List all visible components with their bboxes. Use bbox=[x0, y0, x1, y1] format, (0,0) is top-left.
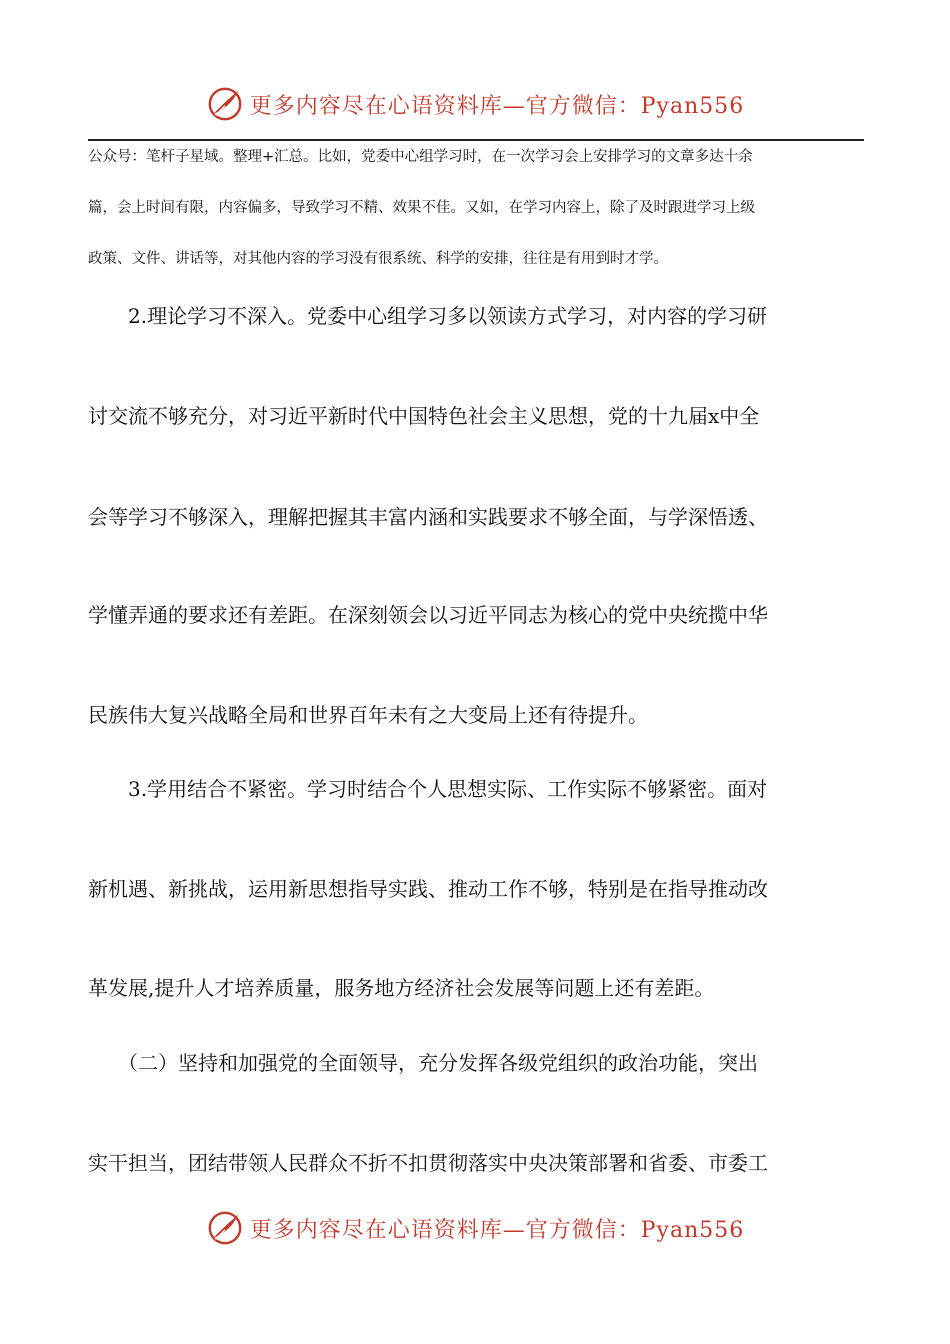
lead-line-1: 公众号：笔杆子星域。整理+汇总。比如，党委中心组学习时，在一次学习会上安排学习的文章多达十余 bbox=[88, 149, 753, 165]
body-line-7: 新机遇、新挑战，运用新思想指导实践、推动工作不够，特别是在指导推动改 bbox=[88, 877, 768, 901]
lead-line-3: 政策、文件、讲话等，对其他内容的学习没有很系统、科学的安排，往往是有用到时才学。 bbox=[88, 251, 668, 267]
body-line-2: 讨交流不够充分，对习近平新时代中国特色社会主义思想，党的十九届x中全 bbox=[88, 404, 760, 428]
body-line-3: 会等学习不够深入，理解把握其丰富内涵和实践要求不够全面，与学深悟透、 bbox=[88, 505, 768, 529]
body-line-6: 3.学用结合不紧密。学习时结合个人思想实际、工作实际不够紧密。面对 bbox=[88, 777, 768, 801]
header-banner-text: 更多内容尽在心语资料库—官方微信：Pyan556 bbox=[249, 93, 745, 119]
body-line-8: 革发展,提升人才培养质量，服务地方经济社会发展等问题上还有差距。 bbox=[88, 976, 715, 1000]
footer-banner bbox=[0, 1206, 950, 1250]
header-banner bbox=[0, 82, 950, 126]
header-divider bbox=[88, 139, 864, 141]
lead-line-2: 篇，会上时间有限，内容偏多，导致学习不精、效果不佳。又如，在学习内容上，除了及时跟进学习上级 bbox=[88, 200, 755, 216]
body-line-10: 实干担当，团结带领人民群众不折不扣贯彻落实中央决策部署和省委、市委工 bbox=[88, 1151, 768, 1175]
body-line-5: 民族伟大复兴战略全局和世界百年未有之大变局上还有待提升。 bbox=[88, 703, 648, 727]
body-line-1: 2.理论学习不深入。党委中心组学习多以领读方式学习，对内容的学习研 bbox=[88, 304, 768, 328]
body-line-4: 学懂弄通的要求还有差距。在深刻领会以习近平同志为核心的党中央统揽中华 bbox=[88, 603, 768, 627]
quill-logo-icon bbox=[206, 85, 244, 123]
footer-banner-text: 更多内容尽在心语资料库—官方微信：Pyan556 bbox=[249, 1217, 745, 1243]
body-line-9: （二）坚持和加强党的全面领导，充分发挥各级党组织的政治功能，突出 bbox=[88, 1051, 758, 1075]
quill-logo-icon bbox=[206, 1209, 244, 1247]
